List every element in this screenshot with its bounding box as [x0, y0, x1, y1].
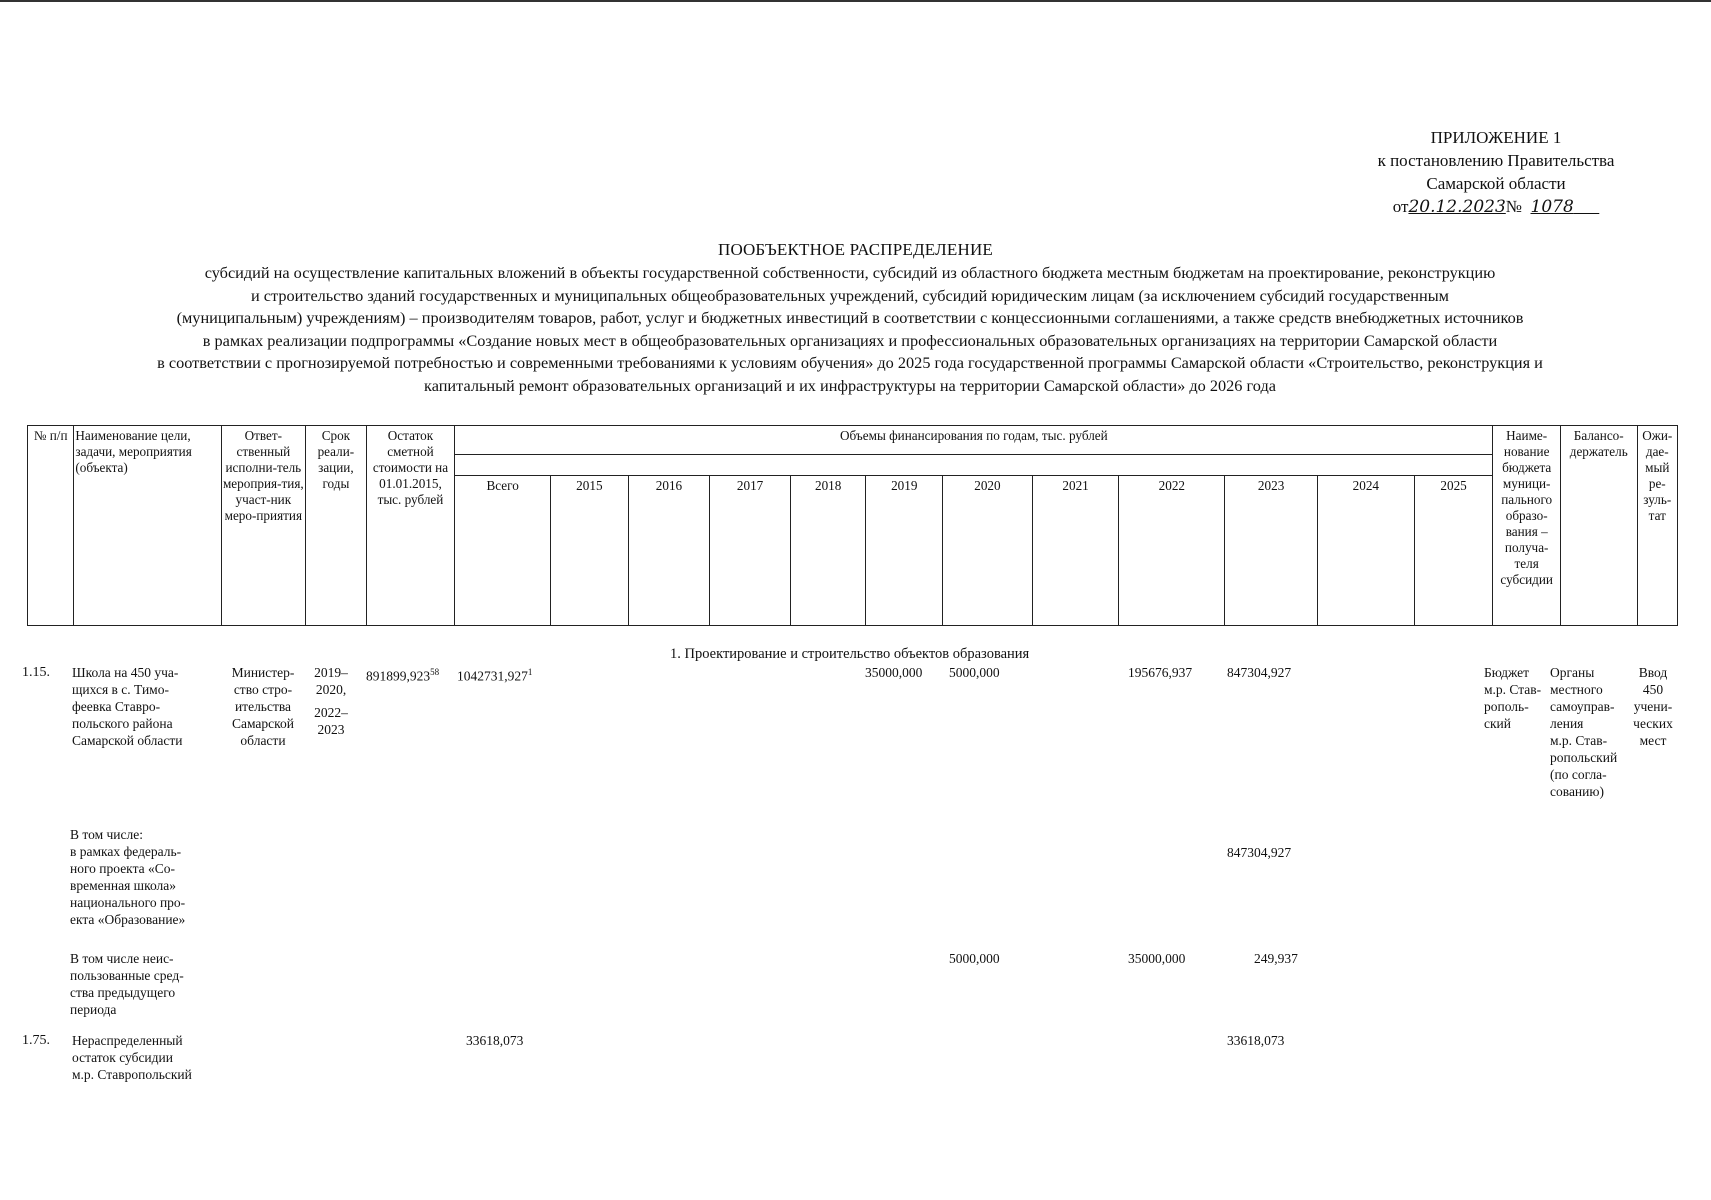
decree-number: 1078 — [1530, 197, 1574, 217]
name-line: щихся в с. Тимо- — [72, 682, 169, 697]
header-total: Всего — [455, 476, 551, 626]
total-value: 1042731,927 — [457, 668, 528, 684]
row-number: 1.15. — [22, 665, 50, 680]
header-term: Срок реали-зации, годы — [306, 426, 366, 626]
row-total — [457, 664, 532, 685]
desc-line: и строительство зданий государственных и муниципальных общеобразовательных учреждений, субсидий юридическим лицам (за исключением субсидий государственным — [251, 285, 1449, 305]
result-line: ческих — [1633, 716, 1673, 731]
result-line: Ввод — [1638, 665, 1668, 680]
incl-unused-2020: 5000,000 — [949, 951, 1000, 966]
incl-line: ства предыдущего — [70, 985, 176, 1000]
row-term — [306, 664, 356, 738]
header-year: 2018 — [790, 476, 866, 626]
header-year: 2021 — [1032, 476, 1119, 626]
row-name — [72, 1032, 222, 1083]
date-prefix: от — [1392, 197, 1409, 216]
header-responsible: Ответ-ственный исполни-тель мероприя-тия, участ-ник меро-приятия — [221, 426, 306, 626]
incl-line: ного проекта «Со- — [70, 861, 175, 876]
incl-line: В том числе неис- — [70, 951, 174, 966]
desc-line: в соответствии с прогнозируемой потребностью и современными требованиями к условиям обучения» до 2025 года государственной программы Самарской области «Строительство, реконструкция и — [157, 353, 1543, 372]
holder-line: ления — [1550, 716, 1584, 731]
rest-footnote: 58 — [430, 667, 440, 677]
incl-federal-2023: 847304,927 — [1227, 845, 1292, 860]
holder-line: Органы — [1550, 665, 1595, 680]
header-year: 2025 — [1414, 476, 1493, 626]
number-prefix: № — [1505, 197, 1523, 216]
incl-line: национального про- — [70, 895, 186, 910]
term-line: 2023 — [317, 722, 345, 737]
name-line: польского района — [72, 716, 173, 731]
row-holder — [1550, 664, 1630, 800]
header-year: 2022 — [1119, 476, 1225, 626]
row-budget — [1484, 664, 1550, 732]
term-line: 2019– — [314, 665, 348, 680]
header-year: 2017 — [710, 476, 791, 626]
holder-line: ропольский — [1550, 750, 1618, 765]
row-responsible — [222, 664, 304, 749]
name-line: Самарской области — [72, 733, 183, 748]
holder-line: (по согла- — [1550, 767, 1607, 782]
holder-line: м.р. Став- — [1550, 733, 1608, 748]
total-footnote: 1 — [527, 667, 533, 677]
row-name — [72, 664, 212, 749]
name-line: Нераспределенный — [72, 1033, 183, 1048]
term-line: 2022– — [314, 705, 348, 720]
header-remaining-cost: Остаток сметной стоимости на 01.01.2015, тыс. рублей — [366, 426, 455, 626]
appendix-region: Самарской области — [1426, 174, 1566, 193]
row-2023: 33618,073 — [1227, 1033, 1285, 1048]
budget-line: Бюджет — [1484, 665, 1530, 680]
resp-line: ительства — [234, 699, 292, 714]
header-name: Наименование цели, задачи, мероприятия (объекта) — [74, 426, 221, 626]
desc-line: субсидий на осуществление капитальных вложений в объекты государственной собственности, субсидий из областного бюджета местным бюджетам на проектирование, реконструкцию — [204, 263, 1496, 282]
decree-date: 20.12.2023 — [1408, 197, 1506, 217]
result-line: учени- — [1633, 699, 1673, 714]
incl-line: периода — [70, 1002, 117, 1017]
header-year: 2019 — [866, 476, 943, 626]
incl-unused-2022: 35000,000 — [1128, 951, 1186, 966]
result-line: мест — [1639, 733, 1667, 748]
rest-value: 891899,923 — [366, 668, 431, 684]
incl-line: В том числе: — [70, 827, 143, 842]
name-line: м.р. Ставропольский — [72, 1067, 192, 1082]
header-year: 2020 — [943, 476, 1033, 626]
header-year: 2023 — [1225, 476, 1318, 626]
holder-line: сованию) — [1550, 784, 1604, 799]
header-year: 2024 — [1317, 476, 1414, 626]
row-2022: 195676,937 — [1128, 665, 1193, 680]
result-line: 450 — [1642, 682, 1664, 697]
incl-line: екта «Образование» — [70, 912, 186, 927]
header-result: Ожи-дае-мый ре-зуль-тат — [1637, 426, 1677, 626]
row-number: 1.75. — [22, 1033, 50, 1048]
incl-unused-label — [70, 950, 220, 1018]
desc-line: (муниципальным) учреждениям) – производителям товаров, работ, услуг и бюджетных инвестиций в соответствии с концессионными соглашениями, а также средств внебюджетных источников — [176, 308, 1524, 327]
header-year: 2015 — [551, 476, 629, 626]
budget-line: м.р. Став- — [1484, 682, 1542, 697]
name-line: Школа на 450 уча- — [72, 665, 179, 680]
desc-line: в рамках реализации подпрограммы «Создание новых мест в общеобразовательных организациях и профессиональных образовательных организациях на территории Самарской области — [202, 330, 1498, 350]
holder-line: самоуправ- — [1550, 699, 1615, 714]
holder-line: местного — [1550, 682, 1603, 697]
resp-line: Самарской — [231, 716, 295, 731]
header-holder: Балансо-держатель — [1560, 426, 1637, 626]
incl-line: временная школа» — [70, 878, 176, 893]
resp-line: ство стро- — [233, 682, 293, 697]
incl-unused-2023: 249,937 — [1254, 951, 1298, 966]
name-line: остаток субсидии — [72, 1050, 173, 1065]
budget-line: ский — [1484, 716, 1511, 731]
incl-line: пользованные сред- — [70, 968, 184, 983]
appendix-title: ПРИЛОЖЕНИЕ 1 — [1430, 128, 1562, 147]
incl-line: в рамках федераль- — [70, 844, 182, 859]
document-title: ПООБЪЕКТНОЕ РАСПРЕДЕЛЕНИЕ — [717, 240, 994, 259]
resp-line: области — [240, 733, 286, 748]
header-budget: Наиме-нование бюджета муници-пального образо-вания – получа-теля субсидии — [1493, 426, 1561, 626]
row-2019: 35000,000 — [865, 665, 923, 680]
resp-line: Министер- — [231, 665, 295, 680]
row-2020: 5000,000 — [949, 665, 1000, 680]
row-result — [1630, 664, 1676, 749]
row-remaining-cost — [366, 664, 439, 685]
term-line: 2020, — [315, 682, 347, 697]
row-total: 33618,073 — [466, 1033, 524, 1048]
section-heading: 1. Проектирование и строительство объектов образования — [670, 646, 1030, 662]
incl-federal-label — [70, 826, 220, 928]
row-2023: 847304,927 — [1227, 665, 1292, 680]
name-line: феевка Ставро- — [72, 699, 161, 714]
header-funding: Объемы финансирования по годам, тыс. рублей — [455, 426, 1493, 455]
appendix-decree: к постановлению Правительства — [1377, 151, 1615, 170]
desc-line: капитальный ремонт образовательных организаций и их инфраструктуры на территории Самарской области» до 2026 года — [424, 375, 1276, 395]
header-num: № п/п — [28, 426, 74, 626]
header-year: 2016 — [628, 476, 710, 626]
budget-line: рополь- — [1484, 699, 1529, 714]
